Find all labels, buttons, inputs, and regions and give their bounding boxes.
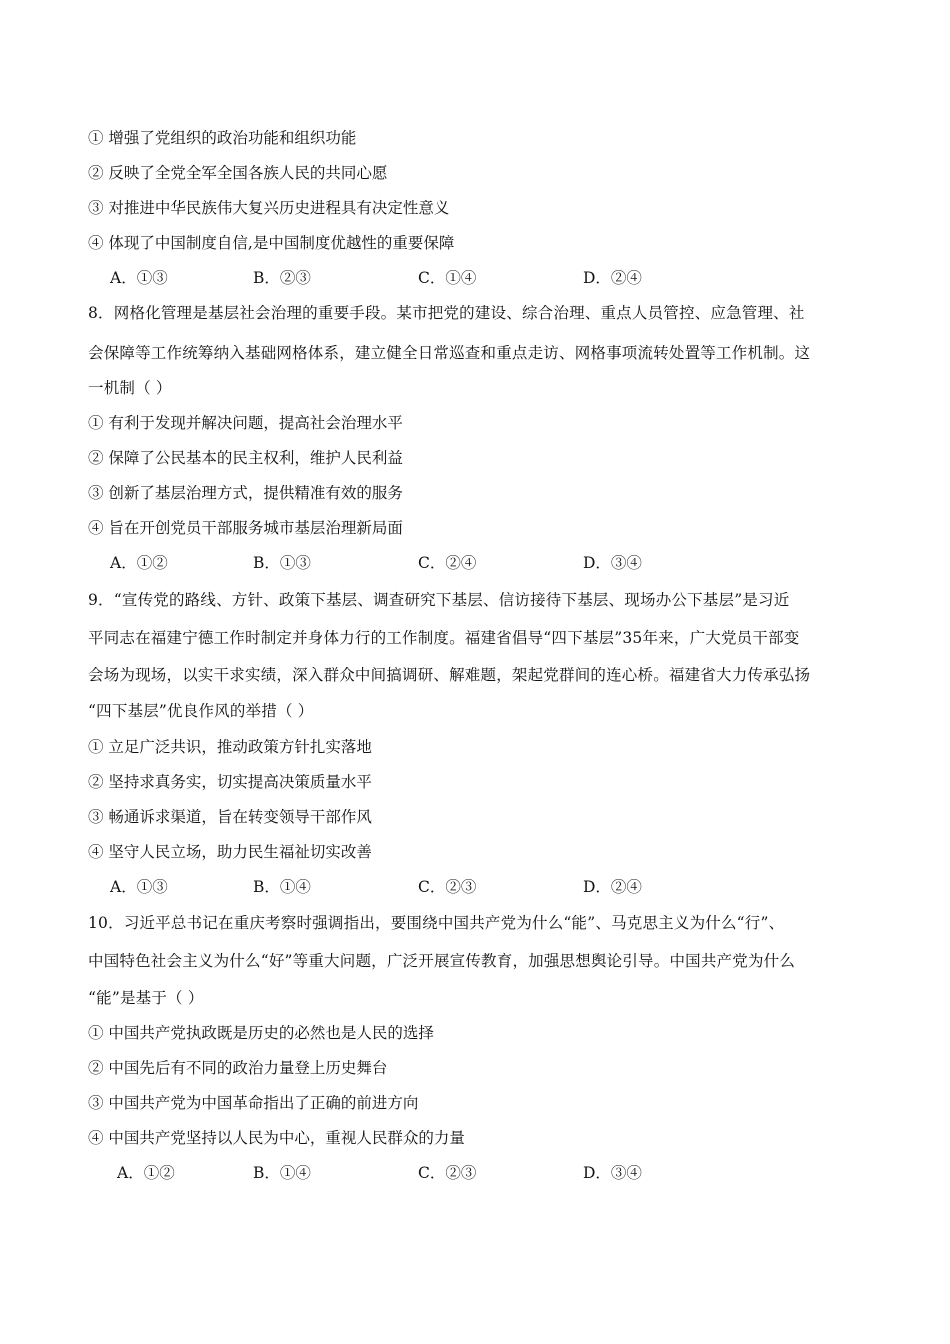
q10-option-3: ③ 中国共产党为中国革命指出了正确的前进方向 [88, 1094, 419, 1112]
q9-choice-b: B．①④ [253, 878, 311, 896]
q8-option-2: ② 保障了公民基本的民主权利，维护人民利益 [88, 449, 403, 467]
q10-option-4: ④ 中国共产党坚持以人民为中心，重视人民群众的力量 [88, 1129, 465, 1147]
q7-option-3: ③ 对推进中华民族伟大复兴历史进程具有决定性意义 [88, 199, 450, 217]
q9-option-4: ④ 坚守人民立场，助力民生福祉切实改善 [88, 843, 372, 861]
q10-choice-b: B．①④ [253, 1164, 311, 1182]
q10-choice-c: C．②③ [418, 1164, 477, 1182]
q9-choice-a: A．①③ [110, 878, 168, 896]
q9-choice-c: C．②③ [418, 878, 477, 896]
q8-option-4: ④ 旨在开创党员干部服务城市基层治理新局面 [88, 519, 403, 537]
q9-choice-d: D．②④ [583, 878, 642, 896]
q8-stem-line-1: 8．网格化管理是基层社会治理的重要手段。某市把党的建设、综合治理、重点人员管控、应急管理、社 [88, 304, 805, 322]
q9-option-1: ① 立足广泛共识，推动政策方针扎实落地 [88, 738, 372, 756]
q8-choice-d: D．③④ [583, 554, 642, 572]
q7-option-1: ① 增强了党组织的政治功能和组织功能 [88, 129, 357, 147]
q7-option-2: ② 反映了全党全军全国各族人民的共同心愿 [88, 164, 388, 182]
q8-stem-line-2: 会保障等工作统筹纳入基础网格体系，建立健全日常巡查和重点走访、网格事项流转处置等工作机制。这 [88, 344, 811, 362]
q10-choice-a: A．①② [117, 1164, 175, 1182]
q10-stem-line-1: 10．习近平总书记在重庆考察时强调指出，要围绕中国共产党为什么“能”、马克思主义为什么“行”、 [88, 914, 785, 932]
q8-option-1: ① 有利于发现并解决问题，提高社会治理水平 [88, 414, 403, 432]
q8-choice-a: A．①② [110, 554, 168, 572]
q8-choice-c: C．②④ [418, 554, 477, 572]
q10-stem-line-3: “能”是基于（ ） [88, 989, 204, 1007]
q10-stem-line-2: 中国特色社会主义为什么“好”等重大问题，广泛开展宣传教育，加强思想舆论引导。中国共产党为什么 [88, 952, 796, 970]
q8-option-3: ③ 创新了基层治理方式，提供精准有效的服务 [88, 484, 403, 502]
q9-stem-line-3: 会场为现场，以实干求实绩，深入群众中间搞调研、解难题，架起党群间的连心桥。福建省大力传承弘扬 [88, 666, 811, 684]
q9-stem-line-1: 9．“宣传党的路线、方针、政策下基层、调查研究下基层、信访接待下基层、现场办公下基层”是习近 [88, 591, 790, 609]
q9-stem-line-4: “四下基层”优良作风的举措（ ） [88, 702, 314, 720]
q8-stem-line-3: 一机制（ ） [88, 379, 172, 397]
q7-choice-b: B．②③ [253, 269, 311, 287]
q8-choice-b: B．①③ [253, 554, 311, 572]
q9-option-3: ③ 畅通诉求渠道，旨在转变领导干部作风 [88, 808, 372, 826]
q9-stem-line-2: 平同志在福建宁德工作时制定并身体力行的工作制度。福建省倡导“四下基层”35年来，广大党员干部变 [88, 629, 800, 647]
q7-choice-d: D．②④ [583, 269, 642, 287]
q9-option-2: ② 坚持求真务实，切实提高决策质量水平 [88, 773, 372, 791]
q7-choice-a: A．①③ [110, 269, 168, 287]
q10-option-2: ② 中国先后有不同的政治力量登上历史舞台 [88, 1059, 388, 1077]
q7-choice-c: C．①④ [418, 269, 477, 287]
q10-choice-d: D．③④ [583, 1164, 642, 1182]
q10-option-1: ① 中国共产党执政既是历史的必然也是人民的选择 [88, 1024, 434, 1042]
q7-option-4: ④ 体现了中国制度自信,是中国制度优越性的重要保障 [88, 234, 455, 252]
